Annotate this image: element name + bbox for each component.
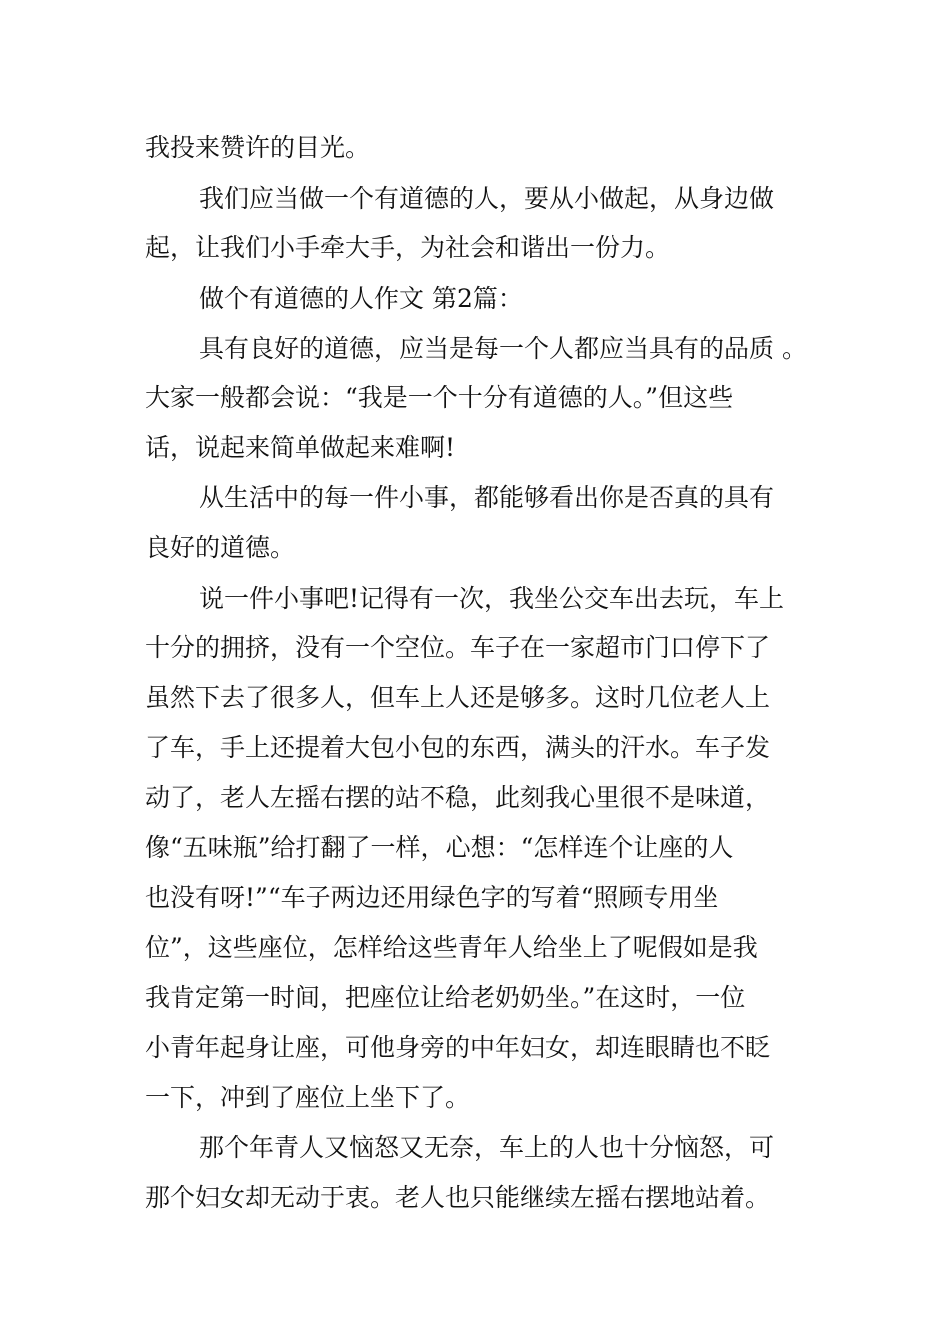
text-line: 虽然下去了很多人，但车上人还是够多。这时几位老人上	[145, 683, 771, 712]
paragraph-first-line: 从生活中的每一件小事，都能够看出你是否真的具有	[199, 483, 775, 512]
text-line: 像“五味瓶”给打翻了一样，心想：“怎样连个让座的人	[145, 833, 734, 862]
text-line: 那个妇女却无动于衷。老人也只能继续左摇右摆地站着。	[145, 1183, 771, 1212]
text-line: 了车，手上还提着大包小包的东西，满头的汗水。车子发	[145, 733, 771, 762]
text-line: 十分的拥挤，没有一个空位。车子在一家超市门口停下了	[145, 633, 771, 662]
text-line: 话，说起来简单做起来难啊!	[145, 433, 456, 462]
text-line: 动了，老人左摇右摆的站不稳，此刻我心里很不是味道，	[145, 783, 771, 812]
paragraph-first-line: 我们应当做一个有道德的人，要从小做起，从身边做	[199, 184, 775, 213]
text-line: 大家一般都会说：“我是一个十分有道德的人。”但这些	[145, 383, 734, 412]
paragraph-first-line: 具有良好的道德，应当是每一个人都应当具有的品质 。	[199, 334, 807, 363]
article-heading: 做个有道德的人作文 第2篇：	[199, 284, 523, 313]
paragraph-first-line: 那个年青人又恼怒又无奈，车上的人也十分恼怒，可	[199, 1133, 775, 1162]
text-line: 位”，这些座位，怎样给这些青年人给坐上了呢假如是我	[145, 933, 758, 962]
text-line: 也没有呀!”“车子两边还用绿色字的写着“照顾专用坐	[145, 883, 719, 912]
text-line: 起，让我们小手牵大手，为社会和谐出一份力。	[145, 233, 671, 262]
text-line: 良好的道德。	[145, 533, 296, 562]
text-line: 一下，冲到了座位上坐下了。	[145, 1083, 471, 1112]
text-line: 小青年起身让座，可他身旁的中年妇女，却连眼睛也不眨	[145, 1033, 771, 1062]
text-line: 我肯定第一时间，把座位让给老奶奶坐。”在这时，一位	[145, 983, 746, 1012]
text-line: 我投来赞许的目光。	[145, 133, 371, 162]
paragraph-first-line: 说一件小事吧!记得有一次，我坐公交车出去玩，车上	[199, 584, 785, 613]
